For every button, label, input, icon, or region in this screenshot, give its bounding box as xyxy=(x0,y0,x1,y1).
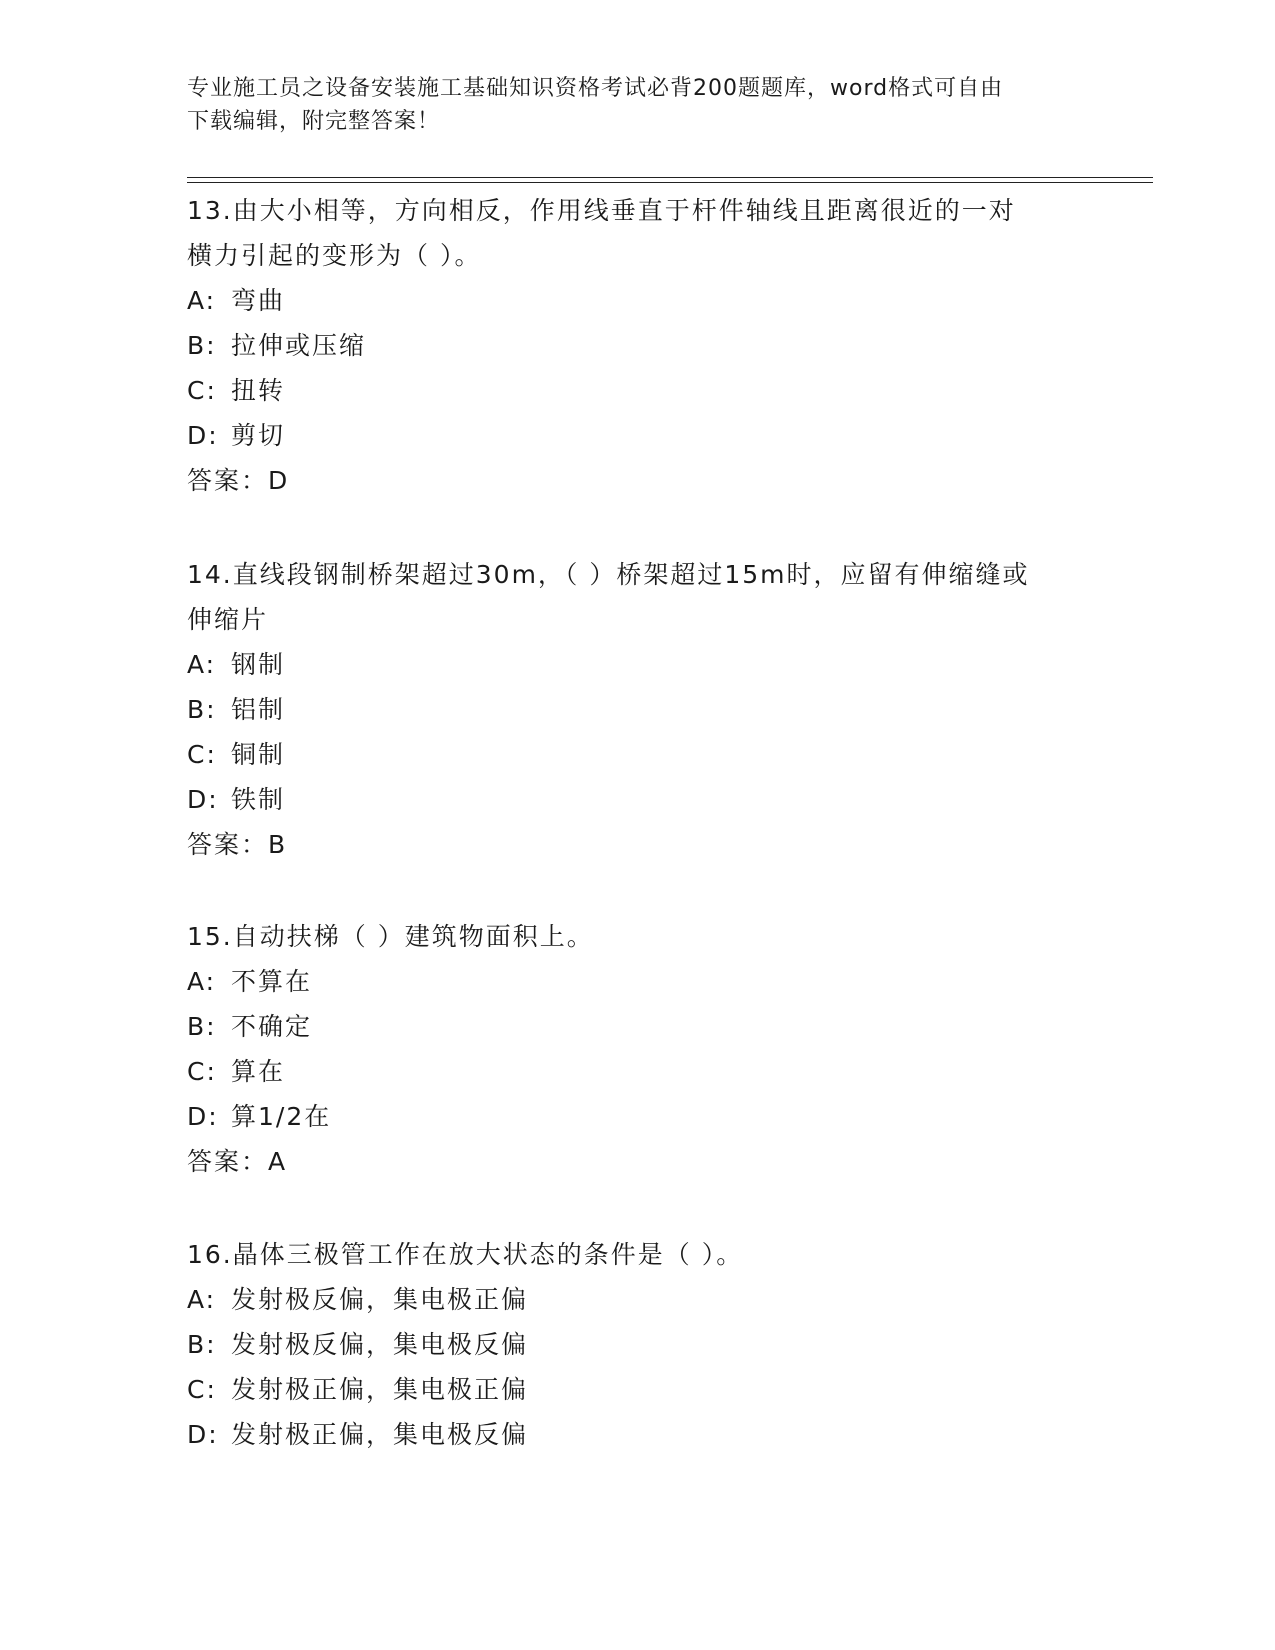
option-text: 发射极反偏，集电极正偏 xyxy=(231,1285,529,1314)
question-stem-line-1: 14.直线段钢制桥架超过30m，（ ）桥架超过15m时，应留有伸缩缝或 xyxy=(187,560,1030,589)
option-c xyxy=(187,1049,1087,1094)
question-15 xyxy=(187,914,1087,1184)
header-line-1: 专业施工员之设备安装施工基础知识资格考试必背200题题库，word格式可自由 xyxy=(187,76,1004,101)
option-d xyxy=(187,1094,1087,1139)
option-key: D: xyxy=(187,1102,219,1131)
option-d xyxy=(187,1412,1087,1457)
option-text: 发射极正偏，集电极正偏 xyxy=(231,1375,529,1404)
question-14 xyxy=(187,552,1087,867)
option-a xyxy=(187,959,1087,1004)
question-stem xyxy=(187,1232,1087,1277)
option-key: A: xyxy=(187,1285,217,1314)
option-b xyxy=(187,1004,1087,1049)
question-13 xyxy=(187,188,1087,503)
option-key: C: xyxy=(187,376,217,405)
document-header xyxy=(187,72,1067,138)
option-key: B: xyxy=(187,1012,217,1041)
answer: 答案：D xyxy=(187,466,290,495)
option-b xyxy=(187,687,1087,732)
question-stem xyxy=(187,914,1087,959)
question-stem xyxy=(187,188,1087,278)
option-text: 算1/2在 xyxy=(231,1102,332,1131)
question-16 xyxy=(187,1232,1087,1457)
option-text: 弯曲 xyxy=(231,286,286,315)
answer: 答案：B xyxy=(187,830,288,859)
header-divider-top xyxy=(187,177,1153,178)
option-b xyxy=(187,1322,1087,1367)
option-key: C: xyxy=(187,740,217,769)
option-text: 铁制 xyxy=(231,785,286,814)
answer: 答案：A xyxy=(187,1147,288,1176)
option-key: B: xyxy=(187,1330,217,1359)
option-text: 铝制 xyxy=(231,695,286,724)
option-key: D: xyxy=(187,421,219,450)
option-key: D: xyxy=(187,785,219,814)
question-stem-line-2: 伸缩片 xyxy=(187,605,269,634)
option-text: 发射极反偏，集电极反偏 xyxy=(231,1330,529,1359)
option-text: 扭转 xyxy=(231,376,286,405)
header-line-2: 下载编辑，附完整答案！ xyxy=(187,109,441,134)
question-stem-line-1: 16.晶体三极管工作在放大状态的条件是（ ）。 xyxy=(187,1240,744,1269)
option-text: 发射极正偏，集电极反偏 xyxy=(231,1420,529,1449)
question-stem-line-1: 13.由大小相等，方向相反，作用线垂直于杆件轴线且距离很近的一对 xyxy=(187,196,1016,225)
option-text: 拉伸或压缩 xyxy=(231,331,367,360)
question-stem-line-1: 15.自动扶梯（ ）建筑物面积上。 xyxy=(187,922,594,951)
option-text: 不确定 xyxy=(231,1012,313,1041)
option-key: D: xyxy=(187,1420,219,1449)
option-key: A: xyxy=(187,650,217,679)
option-key: B: xyxy=(187,331,217,360)
question-stem xyxy=(187,552,1087,642)
option-text: 铜制 xyxy=(231,740,286,769)
option-b xyxy=(187,323,1087,368)
option-a xyxy=(187,278,1087,323)
option-a xyxy=(187,1277,1087,1322)
option-key: C: xyxy=(187,1057,217,1086)
option-c xyxy=(187,368,1087,413)
option-key: C: xyxy=(187,1375,217,1404)
option-c xyxy=(187,732,1087,777)
option-d xyxy=(187,413,1087,458)
option-text: 剪切 xyxy=(231,421,286,450)
option-a xyxy=(187,642,1087,687)
option-key: A: xyxy=(187,286,217,315)
option-key: A: xyxy=(187,967,217,996)
question-stem-line-2: 横力引起的变形为（ ）。 xyxy=(187,241,482,270)
option-text: 钢制 xyxy=(231,650,286,679)
option-key: B: xyxy=(187,695,217,724)
option-d xyxy=(187,777,1087,822)
option-text: 不算在 xyxy=(231,967,313,996)
option-text: 算在 xyxy=(231,1057,286,1086)
header-divider-bottom xyxy=(187,182,1153,183)
option-c xyxy=(187,1367,1087,1412)
